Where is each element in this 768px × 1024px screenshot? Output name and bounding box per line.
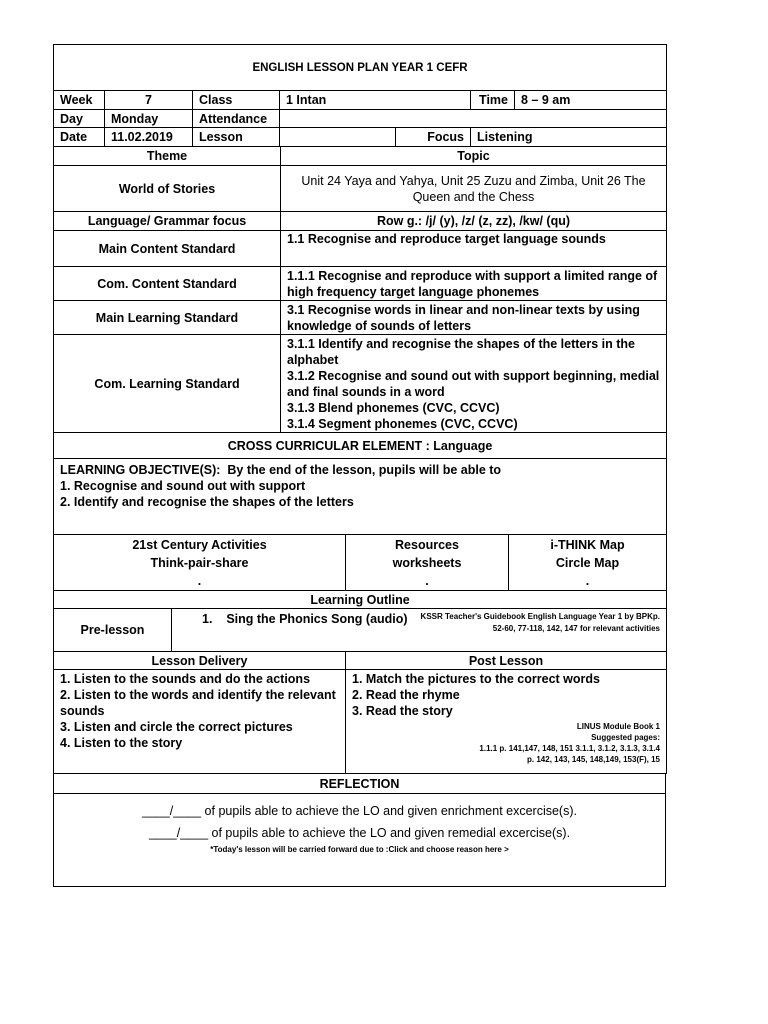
day-label: Day bbox=[54, 110, 105, 128]
pre-lesson-label: Pre-lesson bbox=[54, 609, 172, 652]
week-label: Week bbox=[54, 91, 105, 110]
day-value: Monday bbox=[105, 110, 193, 128]
reflection-remedial-line: ____/____ of pupils able to achieve the LO and given remedial excercise(s). bbox=[148, 826, 571, 840]
time-label: Time bbox=[471, 91, 515, 110]
date-value: 11.02.2019 bbox=[105, 128, 193, 147]
post-lesson-item: 1. Match the pictures to the correct words bbox=[352, 672, 600, 686]
lesson-delivery-item: 4. Listen to the story bbox=[60, 736, 183, 750]
time-value: 8 – 9 am bbox=[515, 91, 667, 110]
learning-outline-heading: Learning Outline bbox=[54, 591, 667, 609]
activities-table bbox=[53, 534, 667, 591]
lesson-delivery-item: 1. Listen to the sounds and do the actions bbox=[60, 672, 311, 686]
lesson-delivery-item: 2. Listen to the words and identify the relevant sounds bbox=[60, 688, 336, 718]
pre-lesson-content bbox=[172, 609, 667, 652]
reflection-heading: REFLECTION bbox=[54, 774, 666, 794]
resources-value: worksheets bbox=[392, 555, 462, 570]
class-label: Class bbox=[193, 91, 280, 110]
main-learning-standard-label: Main Learning Standard bbox=[54, 301, 281, 335]
post-lesson-item: 3. Read the story bbox=[352, 704, 453, 718]
com-learning-standard-list bbox=[281, 335, 667, 433]
lesson-label: Lesson bbox=[193, 128, 280, 147]
objective-item: 1. Recognise and sound out with support bbox=[60, 479, 306, 493]
lesson-delivery-list bbox=[54, 670, 346, 774]
ithink-map-dot: . bbox=[585, 573, 590, 588]
resources-label: Resources bbox=[395, 537, 459, 552]
lesson-delivery-heading: Lesson Delivery bbox=[54, 652, 346, 670]
objective-item: 2. Identify and recognise the shapes of the letters bbox=[60, 495, 354, 509]
linus-line: LINUS Module Book 1 bbox=[576, 722, 660, 731]
ithink-map-value: Circle Map bbox=[555, 555, 620, 570]
date-label: Date bbox=[54, 128, 105, 147]
post-lesson-item: 2. Read the rhyme bbox=[352, 688, 460, 702]
grammar-focus-label: Language/ Grammar focus bbox=[54, 212, 281, 231]
com-content-standard-label: Com. Content Standard bbox=[54, 267, 281, 301]
century-activities-dot: . bbox=[197, 573, 202, 588]
century-activities-value: Think-pair-share bbox=[150, 555, 249, 570]
main-content-standard-value: 1.1 Recognise and reproduce target language sounds bbox=[281, 231, 667, 267]
main-learning-standard-value: 3.1 Recognise words in linear and non-linear texts by using knowledge of sounds of letters bbox=[281, 301, 667, 335]
resources-dot: . bbox=[425, 573, 429, 588]
linus-line: p. 142, 143, 145, 148,149, 153(F), 15 bbox=[527, 755, 660, 764]
pre-lesson-item: 1. Sing the Phonics Song (audio) bbox=[202, 612, 408, 626]
lesson-value bbox=[280, 128, 396, 147]
class-value: 1 Intan bbox=[280, 91, 471, 110]
week-value: 7 bbox=[105, 91, 193, 110]
learning-objectives bbox=[54, 459, 667, 535]
header-table bbox=[53, 44, 667, 147]
reflection-enrichment-line: ____/____ of pupils able to achieve the LO and given enrichment excercise(s). bbox=[142, 804, 577, 818]
linus-line: Suggested pages: bbox=[591, 733, 660, 742]
resources-cell bbox=[346, 535, 509, 591]
ithink-map-label: i-THINK Map bbox=[550, 537, 625, 552]
com-content-standard-value: 1.1.1 Recognise and reproduce with support a limited range of high frequency target language phonemes bbox=[281, 267, 667, 301]
attendance-value bbox=[280, 110, 667, 128]
focus-value: Listening bbox=[471, 128, 667, 147]
com-learning-standard-item: 3.1.3 Blend phonemes (CVC, CCVC) bbox=[287, 400, 500, 415]
topic-value: Unit 24 Yaya and Yahya, Unit 25 Zuzu and Zimba, Unit 26 The Queen and the Chess bbox=[281, 166, 667, 212]
standards-table bbox=[53, 146, 667, 535]
linus-line: 1.1.1 p. 141,147, 148, 151 3.1.1, 3.1.2, 3.1.3, 3.1.4 bbox=[479, 744, 660, 753]
linus-module-note bbox=[352, 721, 660, 765]
attendance-label: Attendance bbox=[193, 110, 280, 128]
lesson-delivery-item: 3. Listen and circle the correct pictures bbox=[60, 720, 293, 734]
com-learning-standard-item: 3.1.1 Identify and recognise the shapes of the letters in the alphabet bbox=[287, 336, 636, 367]
theme-label: Theme bbox=[54, 147, 281, 166]
theme-value: World of Stories bbox=[54, 166, 281, 212]
com-learning-standard-item: 3.1.2 Recognise and sound out with support beginning, medial and final sounds in a word bbox=[287, 368, 660, 399]
com-learning-standard-item: 3.1.4 Segment phonemes (CVC, CCVC) bbox=[287, 416, 518, 431]
grammar-focus-value: Row g.: /j/ (y), /z/ (z, zz), /kw/ (qu) bbox=[281, 212, 667, 231]
post-lesson-list bbox=[346, 670, 667, 774]
delivery-table bbox=[53, 651, 667, 774]
post-lesson-heading: Post Lesson bbox=[346, 652, 667, 670]
century-activities-cell bbox=[54, 535, 346, 591]
ithink-map-cell bbox=[509, 535, 667, 591]
lesson-plan-document bbox=[53, 44, 666, 887]
reflection-content bbox=[54, 794, 666, 887]
century-activities-label: 21st Century Activities bbox=[132, 537, 267, 552]
reflection-table bbox=[53, 773, 666, 887]
outline-table bbox=[53, 590, 667, 652]
topic-label: Topic bbox=[281, 147, 667, 166]
lesson-plan-title: ENGLISH LESSON PLAN YEAR 1 CEFR bbox=[54, 45, 667, 91]
carry-forward-note: *Today's lesson will be carried forward due to :Click and choose reason here > bbox=[210, 845, 509, 854]
cross-curricular-element: CROSS CURRICULAR ELEMENT : Language bbox=[54, 433, 667, 459]
main-content-standard-label: Main Content Standard bbox=[54, 231, 281, 267]
objectives-intro: By the end of the lesson, pupils will be able to bbox=[227, 463, 502, 477]
pre-lesson-reference: KSSR Teacher's Guidebook English Language Year 1 by BPKp. 52-60, 77-118, 142, 147 for relevant activities bbox=[420, 612, 660, 633]
objectives-heading: LEARNING OBJECTIVE(S): bbox=[60, 463, 221, 477]
focus-label: Focus bbox=[396, 128, 471, 147]
com-learning-standard-label: Com. Learning Standard bbox=[54, 335, 281, 433]
